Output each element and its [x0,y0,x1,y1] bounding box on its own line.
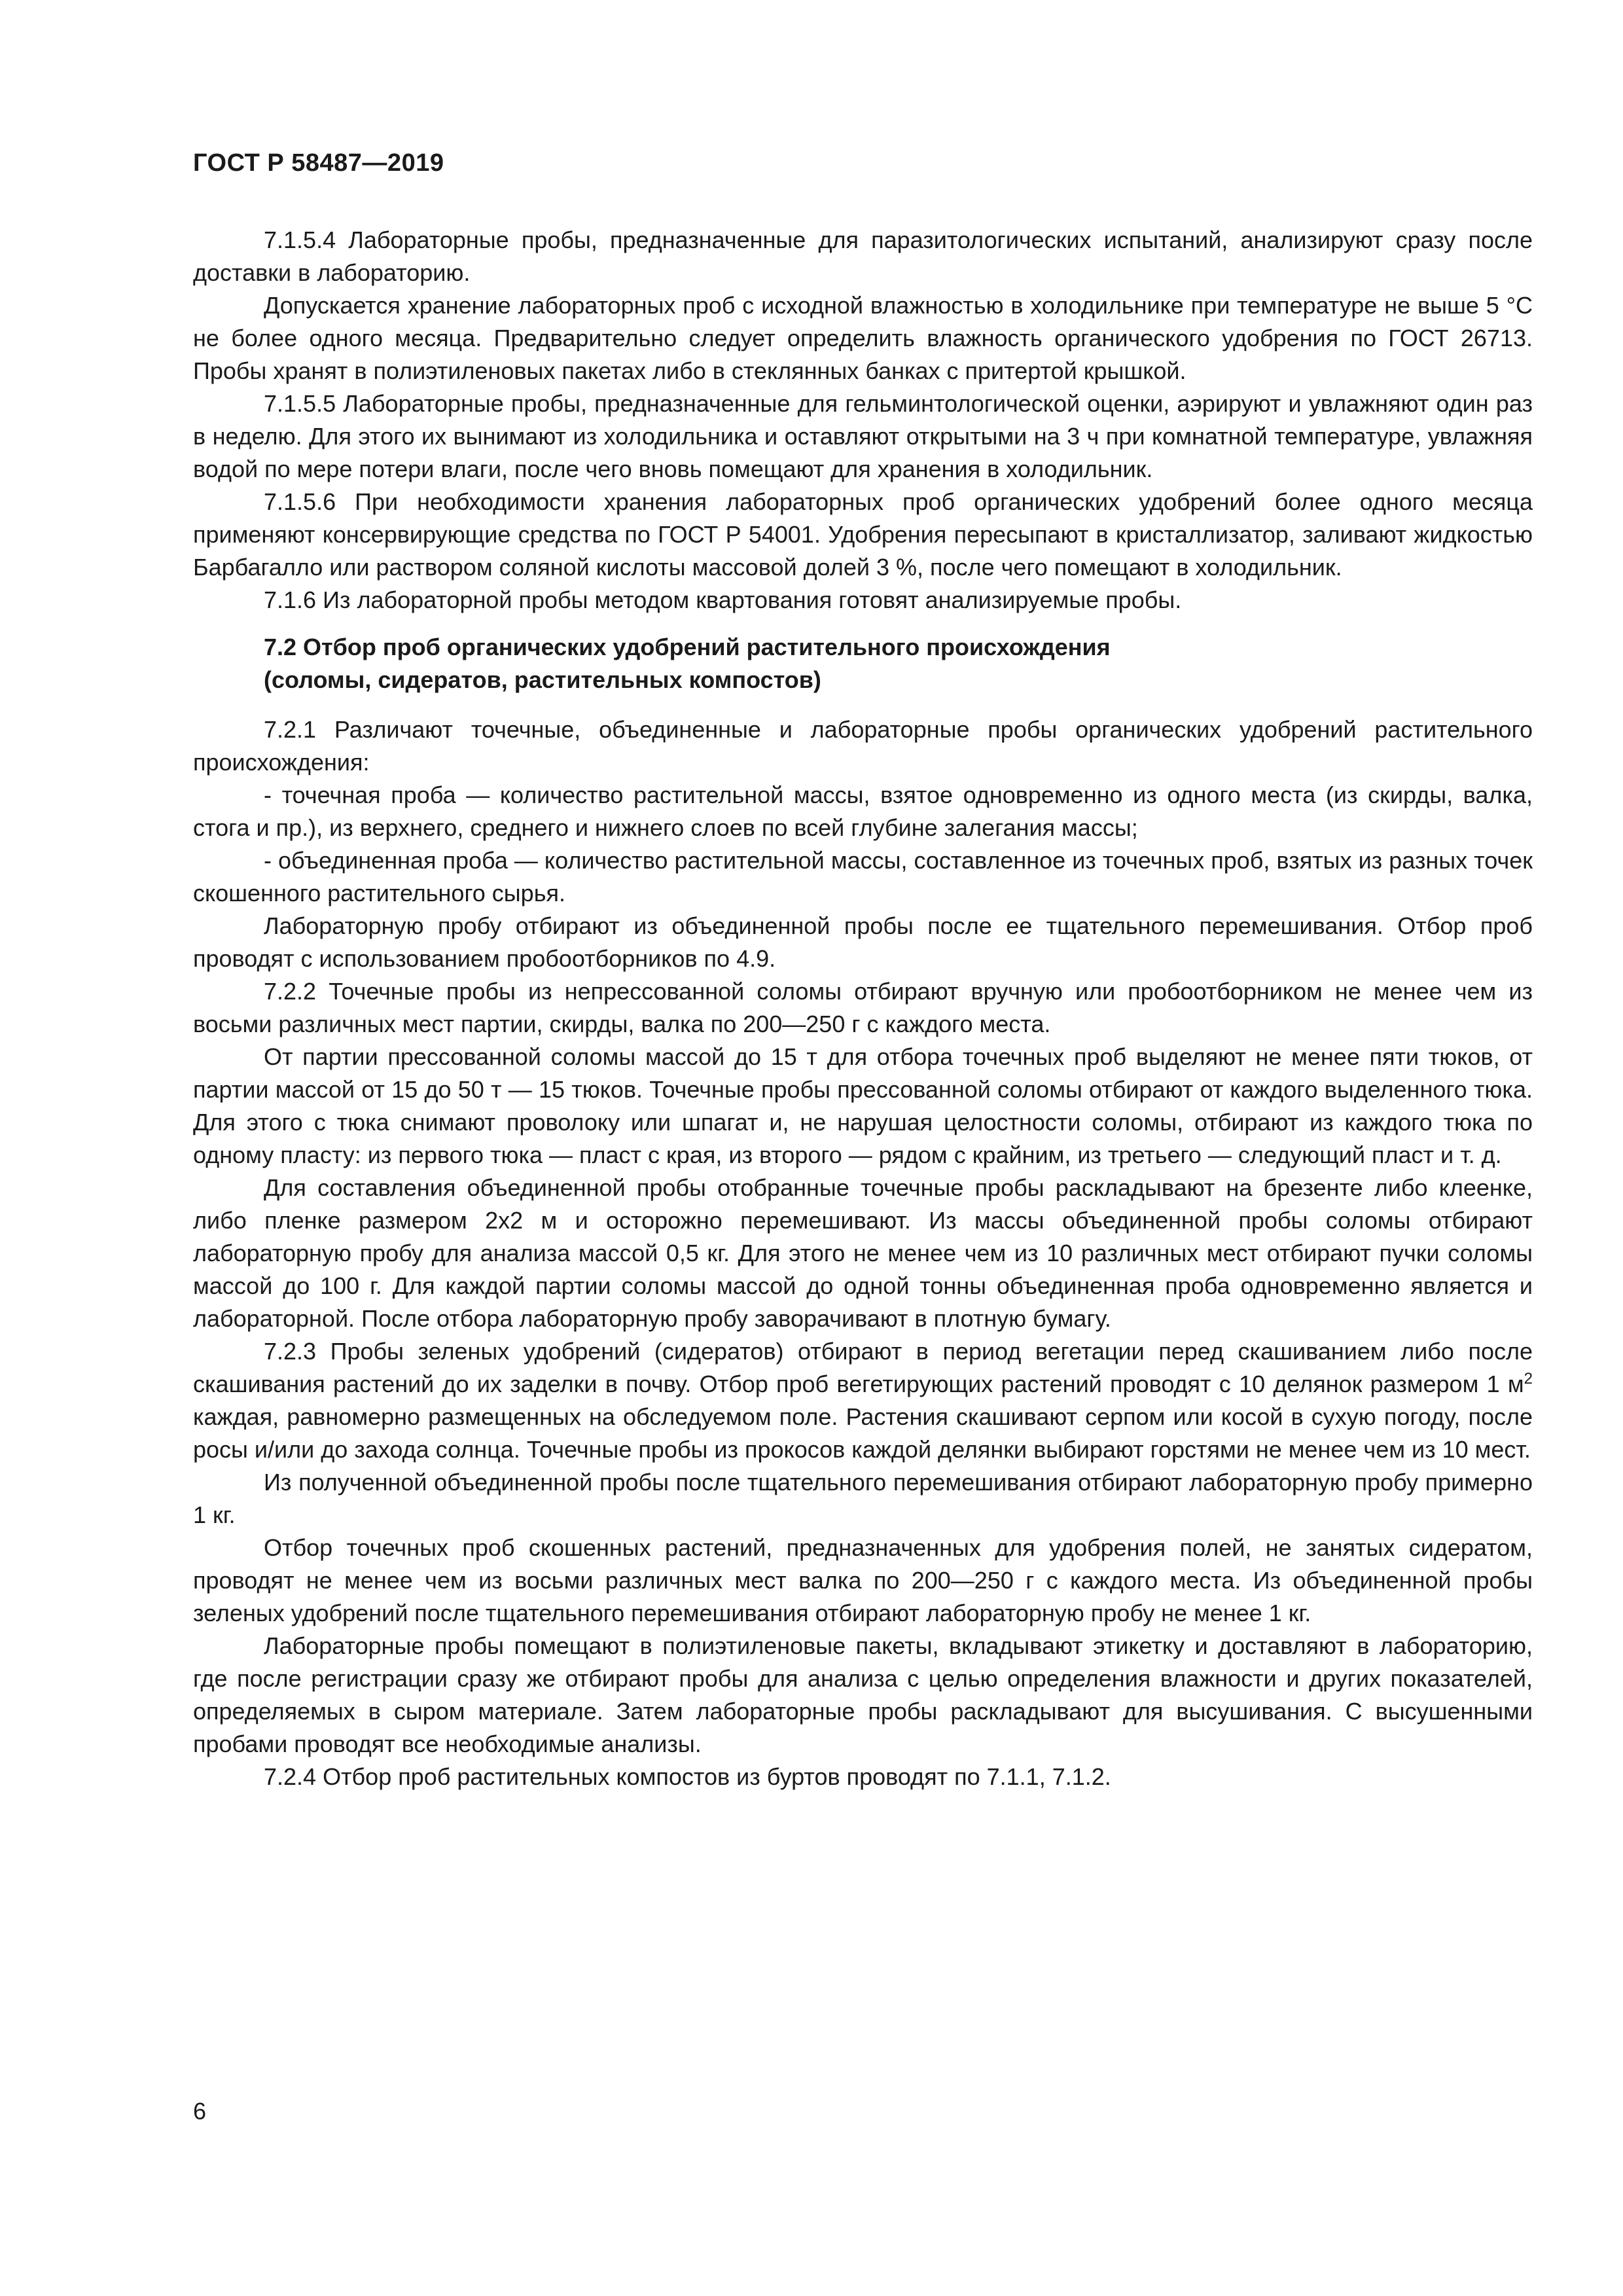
paragraph-storage: Допускается хранение лабораторных проб с исходной влажностью в холодильнике при температуре не выше 5 °С не более одного месяца. Предварительно следует определить влажность органического удобрения по ГОСТ 26713. Пробы хранят в полиэтиленовых пакетах либо в стеклянных банках с притертой крышкой. [193,292,1533,384]
paragraph-7-2-2: 7.2.2 Точечные пробы из непрессованной соломы отбирают вручную или пробоотборником не менее чем из восьми различных мест партии, скирды, валка по 200—250 г с каждого места. [193,978,1533,1037]
paragraph-7-2-1: 7.2.1 Различают точечные, объединенные и лабораторные пробы органических удобрений растительного происхождения: [193,716,1533,776]
paragraph-7-1-6: 7.1.6 Из лабораторной пробы методом квартования готовят анализируемые пробы. [264,586,1182,613]
paragraph-7-2-3-part-b: каждая, равномерно размещенных на обследуемом поле. Растения скашивают серпом или косой в сухую погоду, после росы и/или до захода солнца. Точечные пробы из прокосов каждой делянки выбирают горстями не менее чем из 10 мест. [193,1403,1533,1463]
paragraph-7-1-5-5: 7.1.5.5 Лабораторные пробы, предназначенные для гельминтологической оценки, аэрируют и увлажняют один раз в неделю. Для этого их вынимают из холодильника и оставляют открытыми на 3 ч при комнатной температуре, увлажняя водой по мере потери влаги, после чего вновь помещают для хранения в холодильник. [193,390,1533,482]
paragraph-lab-sample: Лабораторную пробу отбирают из объединенной пробы после ее тщательного перемешивания. Отбор проб проводят с использованием пробоотборников по 4.9. [193,912,1533,972]
paragraph-from-combined: Из полученной объединенной пробы после тщательного перемешивания отбирают лабораторную пробу примерно 1 кг. [193,1469,1533,1528]
list-item-point-sample: - точечная проба — количество растительной массы, взятое одновременно из одного места (из скирды, валка, стога и пр.), из верхнего, среднего и нижнего слоев по всей глубине залегания массы; [193,781,1533,841]
list-item-combined-sample: - объединенная проба — количество растительной массы, составленное из точечных проб, взятых из разных точек скошенного растительного сырья. [193,847,1533,906]
paragraph-packaging: Лабораторные пробы помещают в полиэтиленовые пакеты, вкладывают этикетку и доставляют в лабораторию, где после регистрации сразу же отбирают пробы для анализа с целью определения влажности и других показателей, определяемых в сыром материале. Затем лабораторные пробы раскладывают для высушивания. С высушенными пробами проводят все необходимые анализы. [193,1632,1533,1757]
paragraph-cut-plants: Отбор точечных проб скошенных растений, предназначенных для удобрения полей, не занятых сидератом, проводят не менее чем из восьми различных мест валка по 200—250 г с каждого места. Из объединенной пробы зеленых удобрений после тщательного перемешивания отбирают лабораторную пробу не менее 1 кг. [193,1534,1533,1626]
paragraph-7-2-3 [193,1335,1533,1466]
paragraph-pressed-straw: От партии прессованной соломы массой до 15 т для отбора точечных проб выделяют не менее пяти тюков, от партии массой от 15 до 50 т — 15 тюков. Точечные пробы прессованной соломы отбирают от каждого выделенного тюка. Для этого с тюка снимают проволоку или шпагат и, не нарушая целостности соломы, отбирают из каждого тюка по одному пласту: из первого тюка — пласт с края, из второго — рядом с крайним, из третьего — следующий пласт и т. д. [193,1043,1533,1168]
section-heading-line-1: 7.2 Отбор проб органических удобрений растительного происхождения [264,634,1111,660]
standard-designation: ГОСТ Р 58487—2019 [193,149,444,177]
paragraph-7-1-5-4: 7.1.5.4 Лабораторные пробы, предназначенные для паразитологических испытаний, анализируют сразу после доставки в лабораторию. [193,226,1533,286]
paragraph-7-2-3-part-a: 7.2.3 Пробы зеленых удобрений (сидератов) отбирают в период вегетации перед скашиванием либо после скашивания растений до их заделки в почву. Отбор проб вегетирующих растений проводят с 10 делянок размером 1 м [193,1338,1533,1397]
section-heading-line-2: (соломы, сидератов, растительных компостов) [264,666,821,693]
paragraph-7-2-4: 7.2.4 Отбор проб растительных компостов из буртов проводят по 7.1.1, 7.1.2. [264,1763,1111,1790]
section-heading-7-2 [264,631,1533,696]
paragraph-7-1-5-6: 7.1.5.6 При необходимости хранения лабораторных проб органических удобрений более одного месяца применяют консервирующие средства по ГОСТ Р 54001. Удобрения пересыпают в кристаллизатор, заливают жидкостью Барбагалло или раствором соляной кислоты массовой долей 3 %, после чего помещают в холодильник. [193,488,1533,581]
page-number: 6 [193,2098,207,2125]
square-meter-superscript: 2 [1524,1370,1533,1388]
document-body [193,224,1533,1793]
paragraph-compose-combined: Для составления объединенной пробы отобранные точечные пробы раскладывают на брезенте либо клеенке, либо пленке размером 2х2 м и осторожно перемешивают. Из массы объединенной пробы соломы отбирают лабораторную пробу для анализа массой 0,5 кг. Для этого не менее чем из 10 различных мест отбирают пучки соломы массой до 100 г. Для каждой партии соломы массой до одной тонны объединенная проба одновременно является и лабораторной. После отбора лабораторную пробу заворачивают в плотную бумагу. [193,1174,1533,1332]
